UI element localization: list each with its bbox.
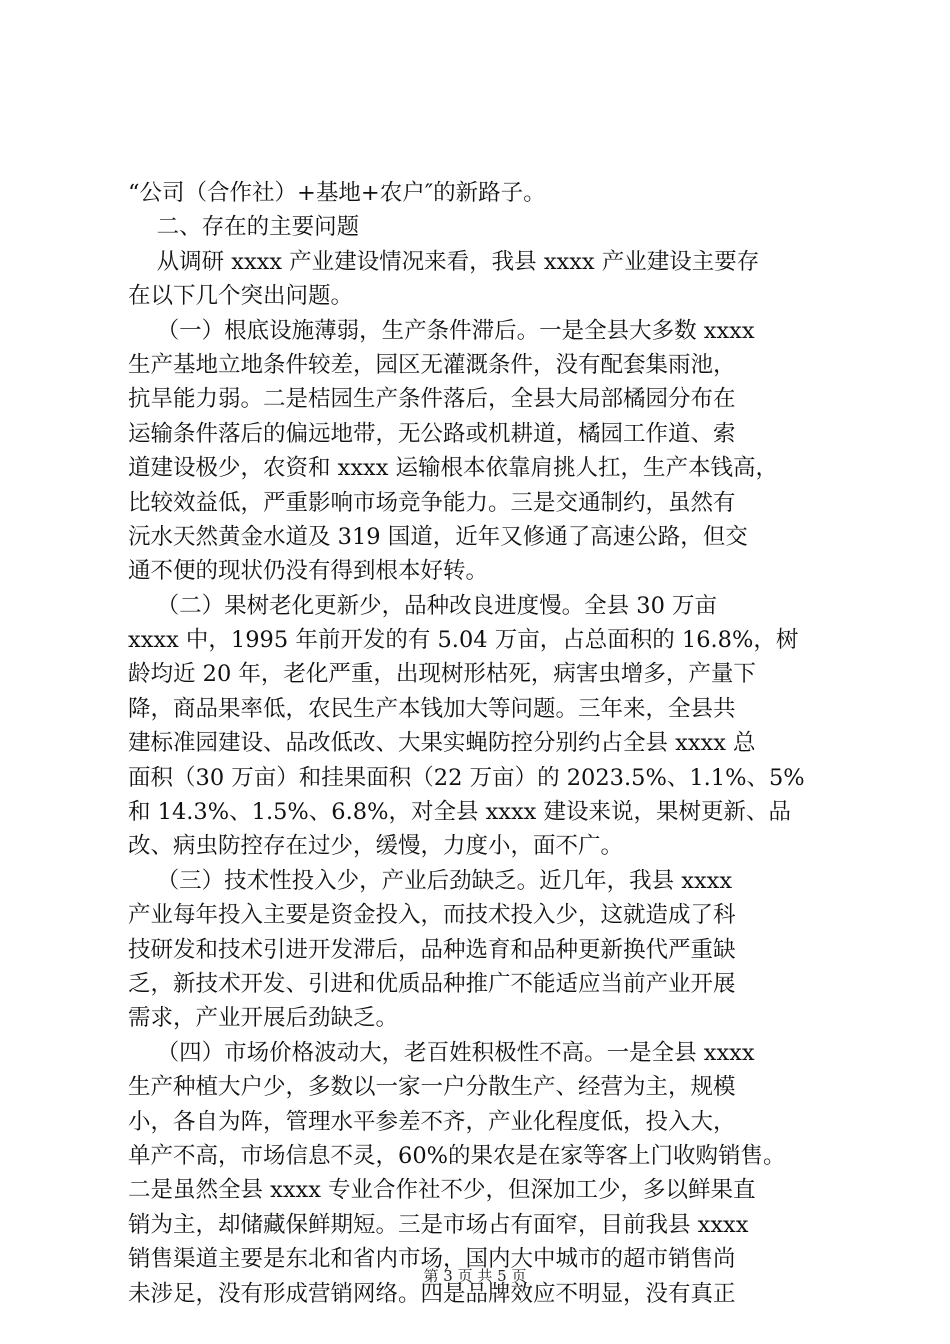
text-line: 小，各自为阵，管理水平参差不齐，产业化程度低，投入大， (128, 1108, 736, 1135)
text-line: 降，商品果率低，农民生产本钱加大等问题。三年来，全县共 (128, 695, 736, 722)
text-line: 生产种植大户少，多数以一家一户分散生产、经营为主，规模 (128, 1074, 736, 1101)
text-line: 乏，新技术开发、引进和优质品种推广不能适应当前产业开展 (128, 970, 736, 997)
text-line: 改、病虫防控存在过少，缓慢，力度小，面不广。 (128, 833, 624, 860)
text-line: 从调研 xxxx 产业建设情况来看，我县 xxxx 产业建设主要存 (128, 248, 760, 275)
text-line: 未涉足，没有形成营销网络。四是品牌效应不明显，没有真正 (128, 1280, 736, 1307)
text-line: （一）根底设施薄弱，生产条件滞后。一是全县大多数 xxxx (128, 317, 755, 344)
text-line: 和 14.3%、1.5%、6.8%，对全县 xxxx 建设来说，果树更新、品 (128, 799, 792, 826)
text-line: “公司（合作社）+基地+农户″的新路子。 (128, 180, 546, 206)
text-line: 通不便的现状仍没有得到根本好转。 (128, 558, 489, 585)
text-line: （二）果树老化更新少，品种改良进度慢。全县 30 万亩 (128, 592, 718, 619)
text-line: 二是虽然全县 xxxx 专业合作社不少，但深加工少，多以鲜果直 (128, 1177, 756, 1204)
text-line: xxxx 中，1995 年前开发的有 5.04 万亩，占总面积的 16.8%，树 (128, 627, 799, 654)
text-line: 销为主，却储藏保鲜期短。三是市场占有面窄，目前我县 xxxx (128, 1211, 749, 1238)
text-line: 龄均近 20 年，老化严重，出现树形枯死，病害虫增多，产量下 (128, 661, 756, 688)
text-line: （四）市场价格波动大，老百姓积极性不高。一是全县 xxxx (128, 1039, 755, 1066)
text-line: （三）技术性投入少，产业后劲缺乏。近几年，我县 xxxx (128, 867, 733, 894)
text-line: 沅水天然黄金水道及 319 国道，近年又修通了高速公路，但交 (128, 523, 748, 550)
text-line: 技研发和技术引进开发滞后，品种选育和品种更新换代严重缺 (128, 936, 736, 963)
text-line: 生产基地立地条件较差，园区无灌溉条件，没有配套集雨池， (128, 351, 736, 378)
text-line: 需求，产业开展后劲缺乏。 (128, 1005, 399, 1032)
document-body (128, 176, 848, 1311)
text-line: 单产不高，市场信息不灵，60%的果农是在家等客上门收购销售。 (128, 1142, 786, 1169)
page-footer: 第 3 页 共 5 页 (423, 1267, 527, 1285)
text-line: 建标准园建设、品改低改、大果实蝇防控分别约占全县 xxxx 总 (128, 730, 756, 757)
text-line: 抗旱能力弱。二是桔园生产条件落后，全县大局部橘园分布在 (128, 386, 736, 413)
text-line: 销售渠道主要是东北和省内市场，国内大中城市的超市销售尚 (128, 1246, 736, 1273)
text-line: 面积（30 万亩）和挂果面积（22 万亩）的 2023.5%、1.1%、5% (128, 764, 805, 791)
text-line: 运输条件落后的偏远地带，无公路或机耕道，橘园工作道、索 (128, 420, 736, 447)
text-line: 二、存在的主要问题 (128, 214, 360, 241)
text-line: 比较效益低，严重影响市场竞争能力。三是交通制约，虽然有 (128, 489, 736, 516)
text-line: 在以下几个突出问题。 (128, 283, 354, 310)
text-line: 道建设极少，农资和 xxxx 运输根本依靠肩挑人扛，生产本钱高， (128, 455, 779, 482)
text-line: 产业每年投入主要是资金投入，而技术投入少，这就造成了科 (128, 902, 736, 929)
